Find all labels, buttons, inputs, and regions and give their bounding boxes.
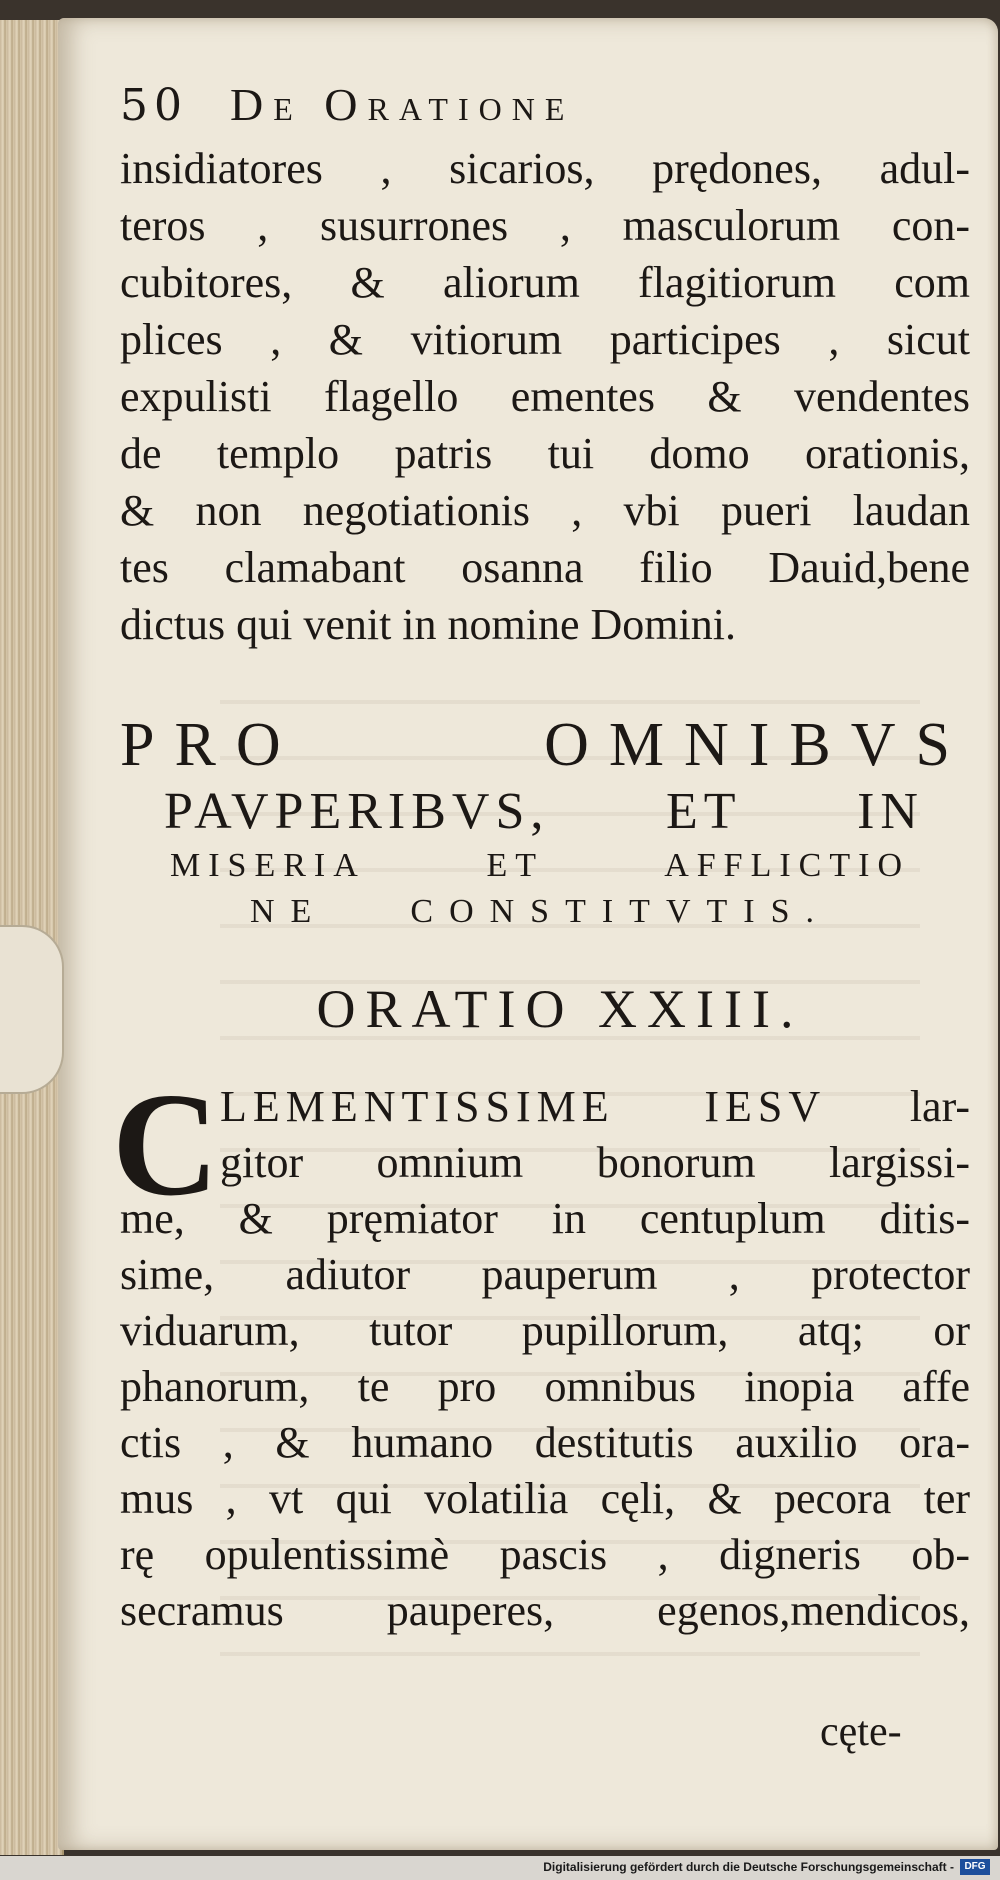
- text-line: de templo patris tui domo orationis,: [120, 429, 970, 478]
- text-line: ctis , & humano destitutis auxilio ora-: [120, 1418, 970, 1467]
- section-heading-line-3: MISERIA ET AFFLICTIO: [170, 847, 910, 884]
- text-line: me, & pręmiator in centuplum ditis-: [120, 1194, 970, 1243]
- section-heading-line-1: PRO OMNIBVS: [120, 711, 970, 779]
- text-line: dictus qui venit in nomine Domini.: [120, 600, 736, 649]
- bookmark-tab: [0, 925, 64, 1094]
- section-heading-line-2: PAVPERIBVS, ET IN: [164, 783, 924, 840]
- preceding-prayer-text: [120, 140, 970, 653]
- text-line: viduarum, tutor pupillorum, atq; or: [120, 1306, 970, 1355]
- section-heading-line-4: NE CONSTITVTIS.: [250, 893, 830, 930]
- running-head: [120, 78, 970, 140]
- text-line: phanorum, te pro omnibus inopia affe: [120, 1362, 970, 1411]
- text-line: insidiatores , sicarios, prędones, adul-: [120, 144, 970, 193]
- opening-line-rest: lar-: [909, 1082, 970, 1131]
- text-line: gitor omnium bonorum largissi-: [220, 1138, 970, 1187]
- dfg-logo: DFG: [960, 1859, 990, 1875]
- page-number: 50: [120, 80, 188, 131]
- catchword: cęte-: [820, 1709, 902, 1755]
- oratio-title: ORATIO XXIII.: [316, 979, 804, 1039]
- page-text-block: [112, 78, 970, 1639]
- text-line: tes clamabant osanna filio Dauid,bene: [120, 543, 970, 592]
- drop-cap-initial: C: [112, 1063, 219, 1227]
- text-line: mus , vt qui volatilia cęli, & pecora ter: [120, 1474, 970, 1523]
- text-line: expulisti flagello ementes & vendentes: [120, 372, 970, 421]
- text-line: sime, adiutor pauperum , protector: [120, 1250, 970, 1299]
- digitization-credit: Digitalisierung gefördert durch die Deutsche Forschungsgemeinschaft -: [543, 1860, 954, 1874]
- text-line: plices , & vitiorum participes , sicut: [120, 315, 970, 364]
- text-line: teros , susurrones , masculorum con-: [120, 201, 970, 250]
- oratio-first-line: [120, 1079, 970, 1135]
- text-line: & non negotiationis , vbi pueri laudan: [120, 486, 970, 535]
- opening-small-caps: LEMENTISSIME IESV: [220, 1082, 827, 1131]
- oratio-text: [112, 1063, 970, 1639]
- text-line: rę opulentissimè pascis , digneris ob-: [120, 1530, 970, 1579]
- text-line: secramus pauperes, egenos,mendicos,: [120, 1586, 970, 1635]
- text-line: cubitores, & aliorum flagitiorum com: [120, 258, 970, 307]
- running-head-title: De Oratione: [230, 79, 575, 130]
